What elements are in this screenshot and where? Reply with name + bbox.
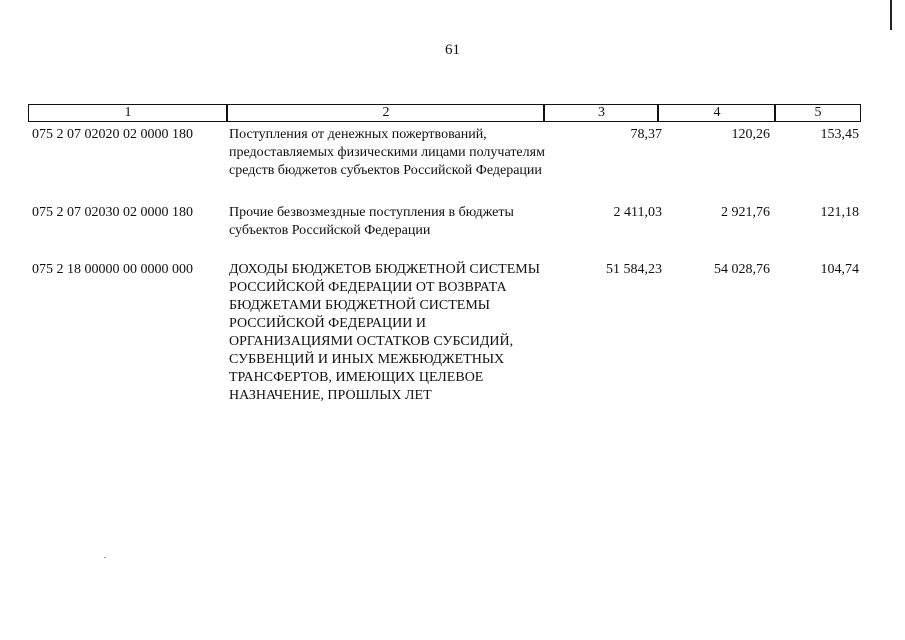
row-value-col4: 2 921,76 bbox=[721, 205, 770, 220]
row-code: 075 2 07 02030 02 0000 180 bbox=[32, 205, 193, 220]
row-value-col5: 104,74 bbox=[820, 262, 859, 277]
table-header bbox=[28, 104, 861, 122]
scan-speck bbox=[104, 557, 106, 558]
header-col-2: 2 bbox=[382, 105, 390, 120]
row-code: 075 2 07 02020 02 0000 180 bbox=[32, 127, 193, 142]
page-number: 61 bbox=[445, 42, 460, 58]
row-value-col5: 121,18 bbox=[820, 205, 859, 220]
header-col-4: 4 bbox=[713, 105, 721, 120]
row-value-col4: 120,26 bbox=[731, 127, 770, 142]
header-col-5: 5 bbox=[814, 105, 822, 120]
row-value-col4: 54 028,76 bbox=[714, 262, 770, 277]
row-name: Прочие безвозмездные поступления в бюджеты субъектов Российской Федерации bbox=[229, 205, 514, 238]
row-value-col5: 153,45 bbox=[820, 127, 859, 142]
row-value-col3: 2 411,03 bbox=[613, 205, 662, 220]
row-code: 075 2 18 00000 00 0000 000 bbox=[32, 262, 193, 277]
row-value-col3: 78,37 bbox=[630, 127, 662, 142]
header-col-1: 1 bbox=[124, 105, 132, 120]
row-name: Поступления от денежных пожертвований, предоставляемых физическими лицами получателям средств бюджетов субъектов Российской Федерации bbox=[229, 127, 545, 178]
header-col-3: 3 bbox=[598, 105, 605, 120]
row-value-col3: 51 584,23 bbox=[606, 262, 662, 277]
row-name: ДОХОДЫ БЮДЖЕТОВ БЮДЖЕТНОЙ СИСТЕМЫ РОССИЙСКОЙ ФЕДЕРАЦИИ ОТ ВОЗВРАТА БЮДЖЕТАМИ БЮДЖЕТНОЙ СИСТЕМЫ РОССИЙСКОЙ ФЕДЕРАЦИИ И ОРГАНИЗАЦИЯМИ ОСТАТКОВ СУБСИДИЙ, СУБВЕНЦИЙ И ИНЫХ МЕЖБЮДЖЕТНЫХ ТРАНСФЕРТОВ, ИМЕЮЩИХ ЦЕЛЕВОЕ НАЗНАЧЕНИЕ, ПРОШЛЫХ ЛЕТ bbox=[229, 262, 540, 403]
margin-mark bbox=[890, 0, 892, 30]
